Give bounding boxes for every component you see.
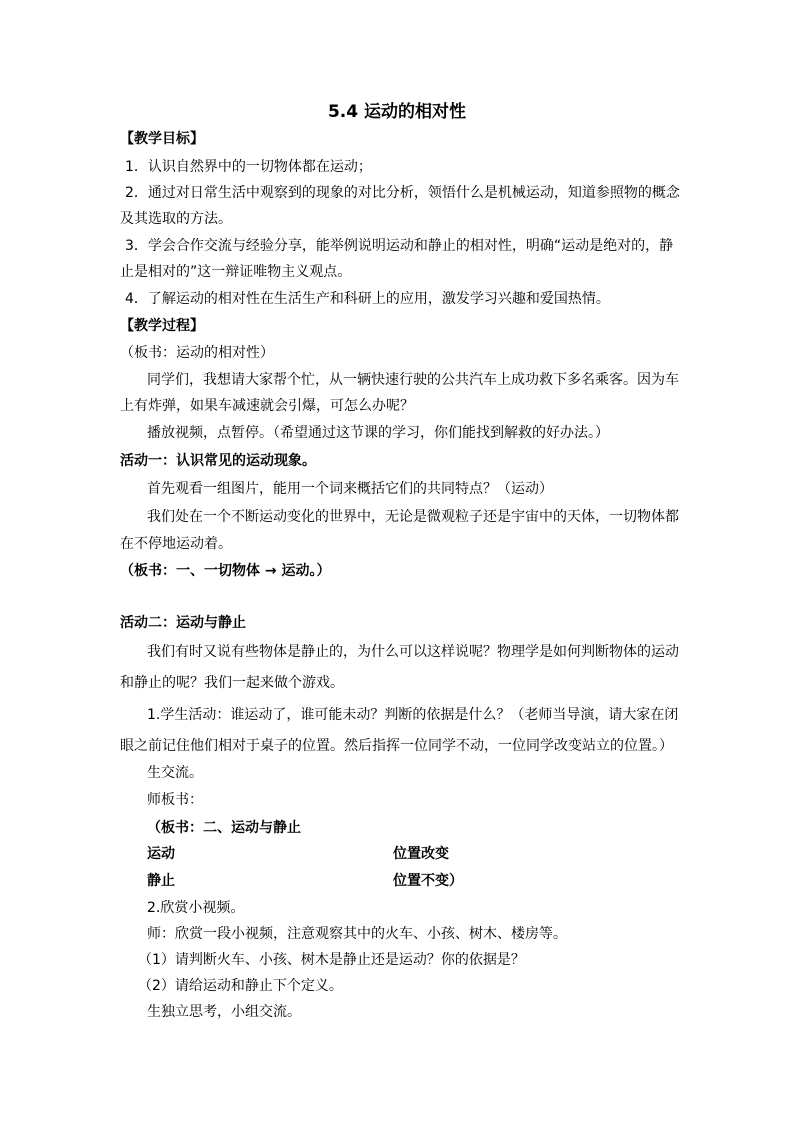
- board-row-rest-desc: 位置不变）: [393, 873, 463, 889]
- question-2: （2）请给运动和静止下个定义。: [138, 978, 343, 994]
- activity2-heading: 活动二：运动与静止: [120, 615, 246, 631]
- activity2-exchange: 生交流。: [147, 765, 203, 781]
- activity1-line-1: 首先观看一组图片，能用一个词来概括它们的共同特点？（运动）: [147, 481, 553, 497]
- process-intro-1: 同学们，我想请大家帮个忙，从一辆快速行驶的公共汽车上成功救下多名乘客。因为车: [147, 372, 679, 388]
- activity2-line-1-cont: 和静止的呢？我们一起来做个游戏。: [120, 675, 344, 691]
- objective-item-2-cont: 及其选取的方法。: [120, 211, 232, 227]
- activity2-teacher-board: 师板书：: [147, 792, 203, 808]
- objective-item-1: 1．认识自然界中的一切物体都在运动；: [125, 159, 372, 175]
- activity1-board: （板书：一、一切物体 → 运动。）: [120, 563, 331, 579]
- activity2-line-1: 我们有时又说有些物体是静止的，为什么可以这样说呢？物理学是如何判断物体的运动: [147, 644, 679, 660]
- activity2-closing: 生独立思考，小组交流。: [147, 1004, 301, 1020]
- objectives-heading: 【教学目标】: [120, 131, 204, 147]
- activity2-game-cont: 眼之前记住他们相对于桌子的位置。然后指挥一位同学不动，一位同学改变站立的位置。）: [120, 738, 673, 754]
- activity1-line-2-cont: 在不停地运动着。: [120, 536, 232, 552]
- activity1-heading: 活动一：认识常见的运动现象。: [120, 453, 316, 469]
- process-intro-2: 播放视频，点暂停。（希望通过这节课的学习，你们能找到解救的好办法。）: [147, 425, 609, 441]
- board-row-rest-term: 静止: [147, 873, 175, 889]
- objective-item-3-cont: 止是相对的”这一辩证唯物主义观点。: [120, 264, 352, 280]
- page-title: 5.4 运动的相对性: [327, 102, 467, 122]
- board-row-motion-desc: 位置改变: [393, 846, 449, 862]
- objective-item-2: 2．通过对日常生活中观察到的现象的对比分析，领悟什么是机械运动，知道参照物的概念: [125, 185, 680, 201]
- activity1-line-2: 我们处在一个不断运动变化的世界中，无论是微观粒子还是宇宙中的天体，一切物体都: [147, 509, 679, 525]
- process-heading: 【教学过程】: [120, 318, 204, 334]
- process-board: （板书：运动的相对性）: [120, 345, 274, 361]
- question-1: （1）请判断火车、小孩、树木是静止还是运动？你的依据是？: [138, 952, 525, 968]
- activity2-game: 1.学生活动：谁运动了，谁可能未动？判断的依据是什么？（老师当导演，请大家在闭: [147, 707, 679, 723]
- activity2-board-title: （板书：二、运动与静止: [147, 820, 301, 836]
- board-row-motion-term: 运动: [147, 846, 175, 862]
- activity2-teacher: 师：欣赏一段小视频，注意观察其中的火车、小孩、树木、楼房等。: [147, 926, 567, 942]
- process-intro-1-cont: 上有炸弹，如果车减速就会引爆，可怎么办呢？: [120, 398, 414, 414]
- objective-item-3: 3．学会合作交流与经验分享，能举例说明运动和静止的相对性，明确“运动是绝对的，静: [125, 238, 674, 254]
- objective-item-4: 4．了解运动的相对性在生活生产和科研上的应用，激发学习兴趣和爱国热情。: [125, 291, 610, 307]
- activity2-video: 2.欣赏小视频。: [147, 900, 245, 916]
